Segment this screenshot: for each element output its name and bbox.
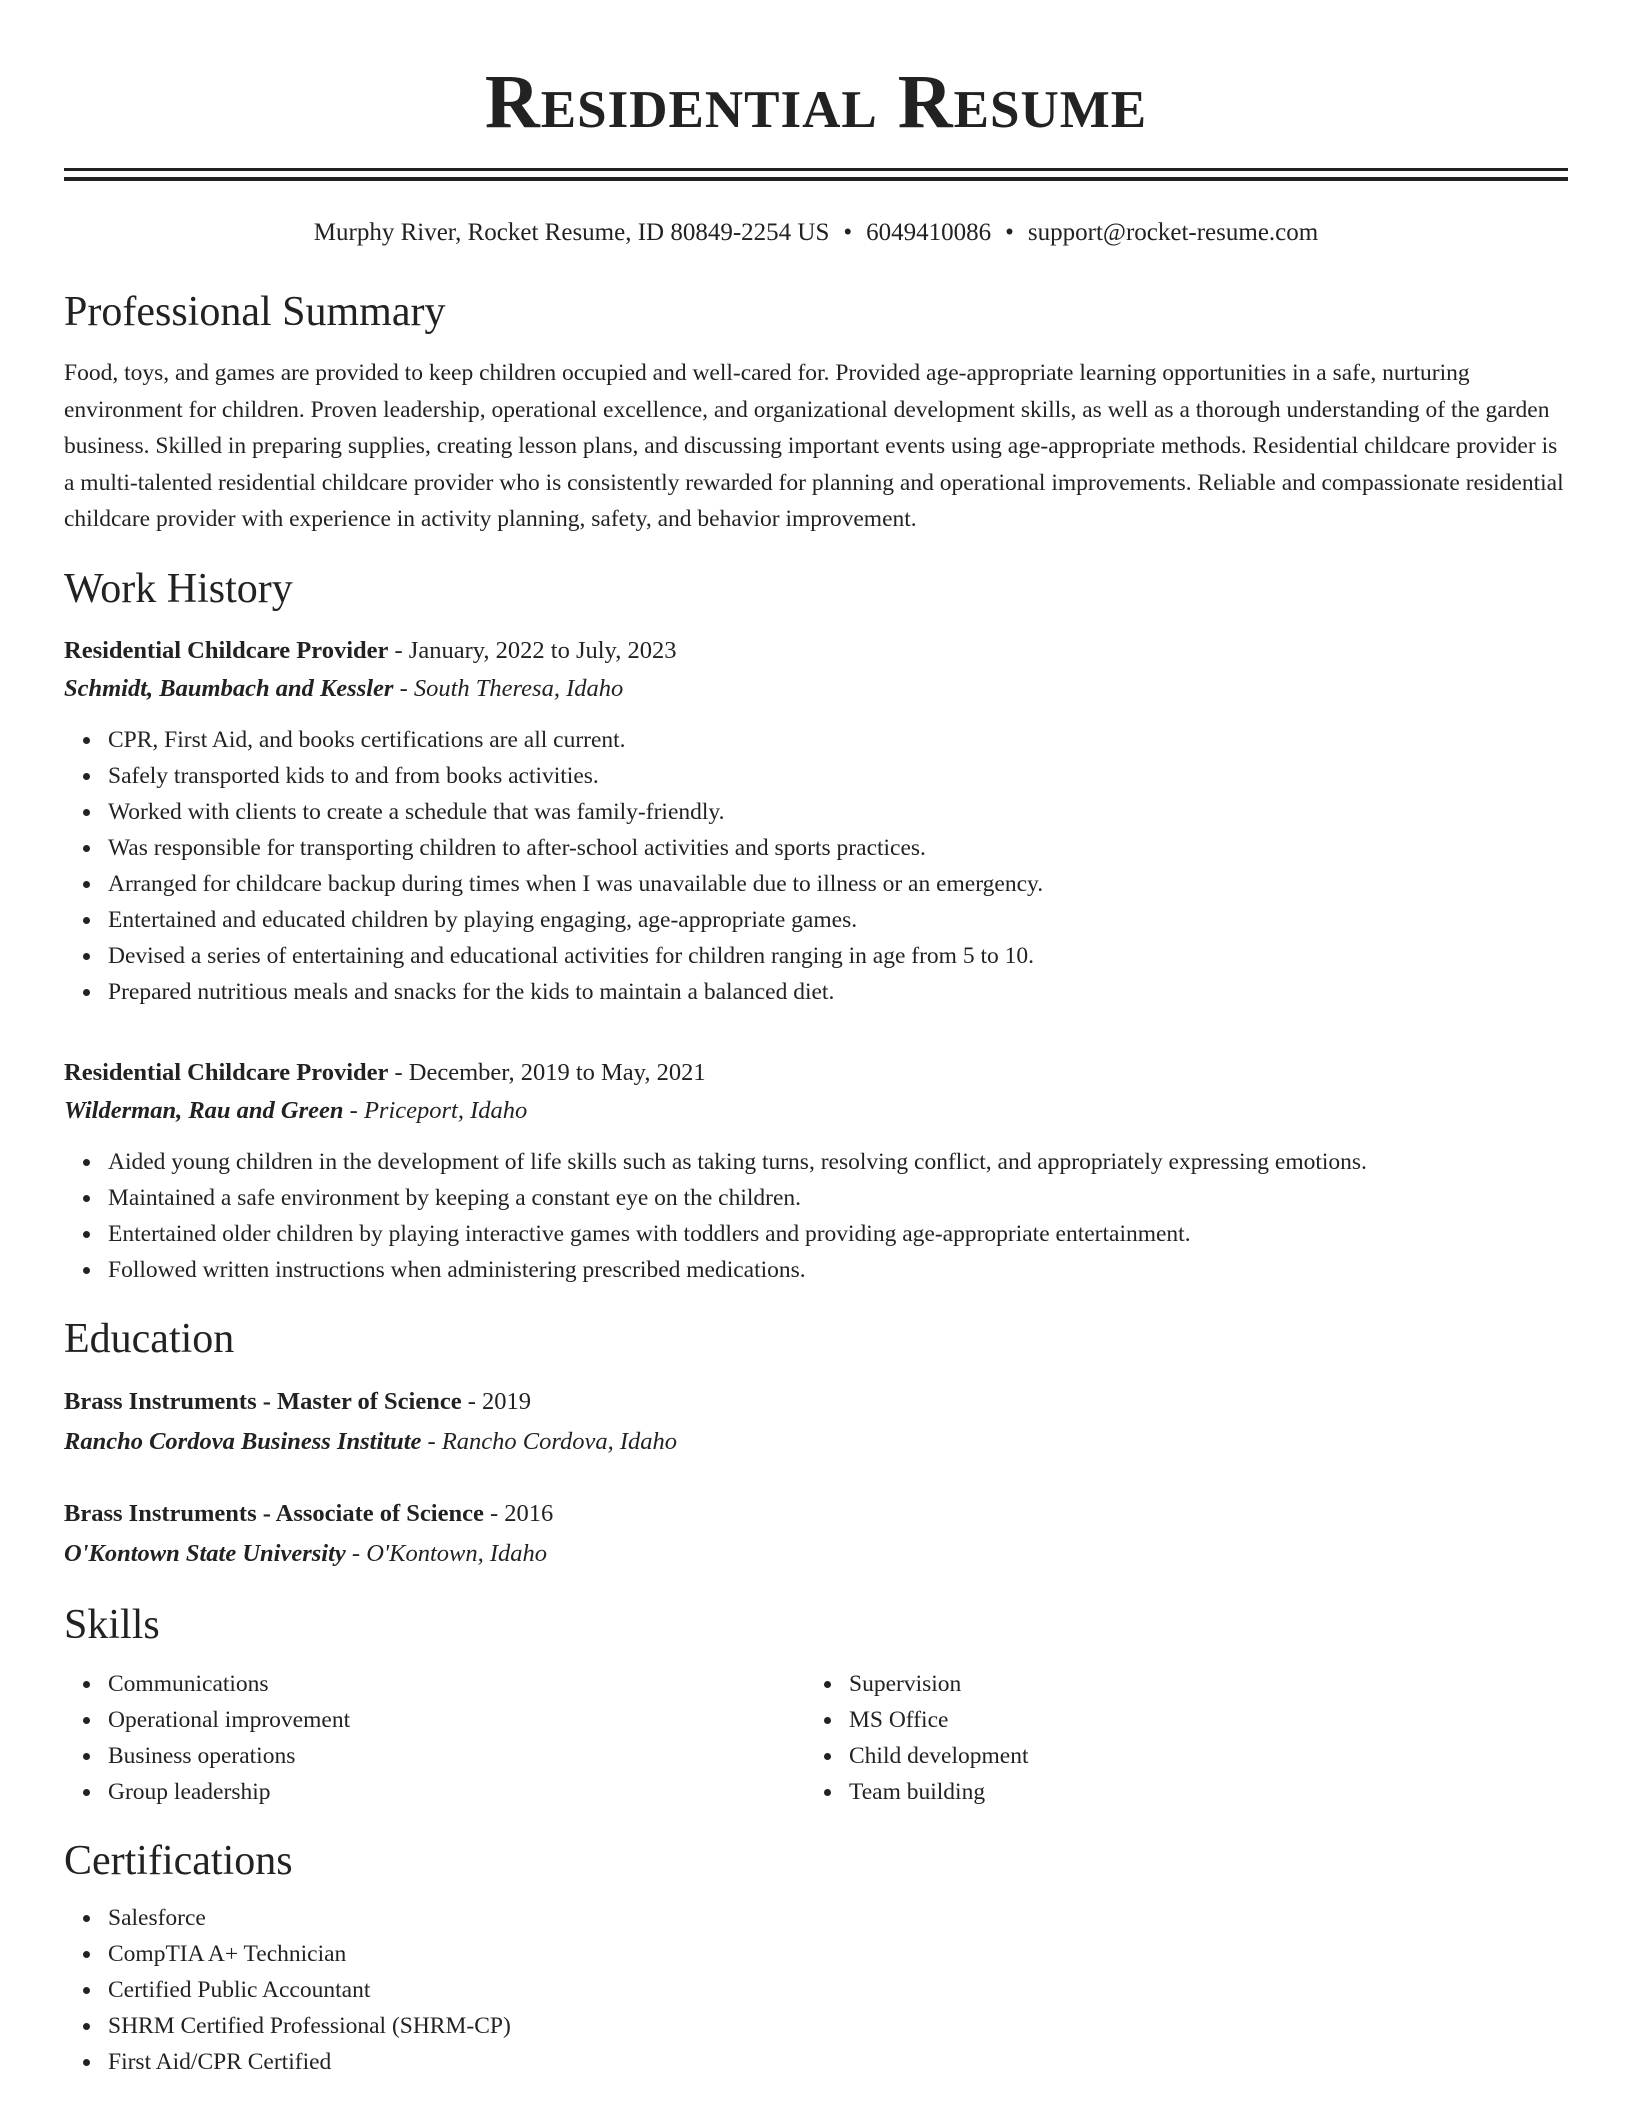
education-year: - 2019 xyxy=(461,1387,532,1415)
skills-column-left xyxy=(64,1666,805,1810)
job-bullet: Devised a series of entertaining and educational activities for children ranging in age from 5 to 10. xyxy=(108,938,1568,974)
job-bullet: Prepared nutritious meals and snacks for the kids to maintain a balanced diet. xyxy=(108,974,1568,1010)
job-dates: - January, 2022 to July, 2023 xyxy=(388,636,677,664)
job-bullet: Was responsible for transporting children to after-school activities and sports practices. xyxy=(108,830,1568,866)
job-bullets xyxy=(64,1144,1568,1288)
contact-phone: 6049410086 xyxy=(866,219,992,246)
education-entry xyxy=(64,1382,1568,1462)
job-bullet: Maintained a safe environment by keeping a constant eye on the children. xyxy=(108,1180,1568,1216)
job-location: - Priceport, Idaho xyxy=(343,1096,528,1124)
work-history-heading: Work History xyxy=(64,565,293,612)
resume-title: Residential Resume xyxy=(484,60,1148,144)
skill-item: MS Office xyxy=(849,1702,1505,1738)
job-location: - South Theresa, Idaho xyxy=(393,674,624,702)
job-entry xyxy=(64,1054,1568,1288)
contact-line xyxy=(64,217,1568,249)
certification-item: First Aid/CPR Certified xyxy=(108,2044,1568,2080)
skill-item: Communications xyxy=(108,1666,805,1702)
education-header xyxy=(64,1494,1568,1534)
job-company: Schmidt, Baumbach and Kessler xyxy=(64,674,394,702)
education-school: O'Kontown State University xyxy=(64,1539,346,1567)
education-institution xyxy=(64,1422,1568,1462)
education-location: - O'Kontown, Idaho xyxy=(345,1539,548,1567)
education-entry xyxy=(64,1494,1568,1574)
job-bullet: Safely transported kids to and from books activities. xyxy=(108,758,1568,794)
certification-item: CompTIA A+ Technician xyxy=(108,1936,1568,1972)
skill-item: Child development xyxy=(849,1738,1505,1774)
contact-address: Murphy River, Rocket Resume, ID 80849-2254 US xyxy=(313,219,830,246)
contact-email: support@rocket-resume.com xyxy=(1027,219,1319,246)
skill-item: Operational improvement xyxy=(108,1702,805,1738)
education-year: - 2016 xyxy=(483,1499,554,1527)
job-header xyxy=(64,632,1568,670)
job-bullet: Worked with clients to create a schedule that was family-friendly. xyxy=(108,794,1568,830)
skills-grid xyxy=(64,1666,1568,1810)
job-entry xyxy=(64,632,1568,1010)
certifications-heading: Certifications xyxy=(64,1837,293,1884)
job-bullet: Followed written instructions when administering prescribed medications. xyxy=(108,1252,1568,1288)
job-company: Wilderman, Rau and Green xyxy=(64,1096,344,1124)
skill-item: Supervision xyxy=(849,1666,1505,1702)
education-degree: Brass Instruments - Associate of Science xyxy=(64,1499,484,1527)
skills-column-right xyxy=(805,1666,1505,1810)
education-location: - Rancho Cordova, Idaho xyxy=(421,1427,678,1455)
job-dates: - December, 2019 to May, 2021 xyxy=(388,1058,706,1086)
job-title: Residential Childcare Provider xyxy=(64,636,389,664)
summary-text: Food, toys, and games are provided to keep children occupied and well-cared for. Provided age-appropriate learning opportunities in a safe, nurturing environment for children. Proven leadership, operational excellence, and organizational development skills, as well as a thorough understanding of the garden business. Skilled in preparing supplies, creating lesson plans, and discussing important events using age-appropriate methods. Residential childcare provider is a multi-talented residential childcare provider who is consistently rewarded for planning and operational improvements. Reliable and compassionate residential childcare provider with experience in activity planning, safety, and behavior improvement. xyxy=(64,360,1564,532)
certification-item: SHRM Certified Professional (SHRM-CP) xyxy=(108,2008,1568,2044)
job-header xyxy=(64,1054,1568,1092)
title-divider-bottom xyxy=(64,177,1568,181)
job-bullets xyxy=(64,722,1568,1010)
skill-item: Group leadership xyxy=(108,1774,805,1810)
certification-item: Certified Public Accountant xyxy=(108,1972,1568,2008)
job-title: Residential Childcare Provider xyxy=(64,1058,389,1086)
skills-list xyxy=(64,1666,805,1810)
job-bullet: CPR, First Aid, and books certifications are all current. xyxy=(108,722,1568,758)
certifications-list xyxy=(64,1900,1568,2080)
summary-heading: Professional Summary xyxy=(64,289,446,335)
skills-list xyxy=(805,1666,1505,1810)
skills-heading: Skills xyxy=(64,1601,160,1648)
education-degree: Brass Instruments - Master of Science xyxy=(64,1387,462,1415)
skill-item: Business operations xyxy=(108,1738,805,1774)
job-employer xyxy=(64,1092,1568,1130)
job-bullet: Arranged for childcare backup during times when I was unavailable due to illness or an emergency. xyxy=(108,866,1568,902)
contact-separator: • xyxy=(1005,219,1014,246)
job-bullet: Aided young children in the development of life skills such as taking turns, resolving conflict, and appropriately expressing emotions. xyxy=(108,1144,1568,1180)
title-divider-top xyxy=(64,168,1568,171)
education-school: Rancho Cordova Business Institute xyxy=(64,1427,422,1455)
education-heading: Education xyxy=(64,1315,235,1362)
education-header xyxy=(64,1382,1568,1422)
education-institution xyxy=(64,1534,1568,1574)
certification-item: Salesforce xyxy=(108,1900,1568,1936)
skill-item: Team building xyxy=(849,1774,1505,1810)
job-bullet: Entertained older children by playing interactive games with toddlers and providing age-appropriate entertainment. xyxy=(108,1216,1568,1252)
job-bullet: Entertained and educated children by playing engaging, age-appropriate games. xyxy=(108,902,1568,938)
contact-separator: • xyxy=(843,219,853,246)
job-employer xyxy=(64,670,1568,708)
